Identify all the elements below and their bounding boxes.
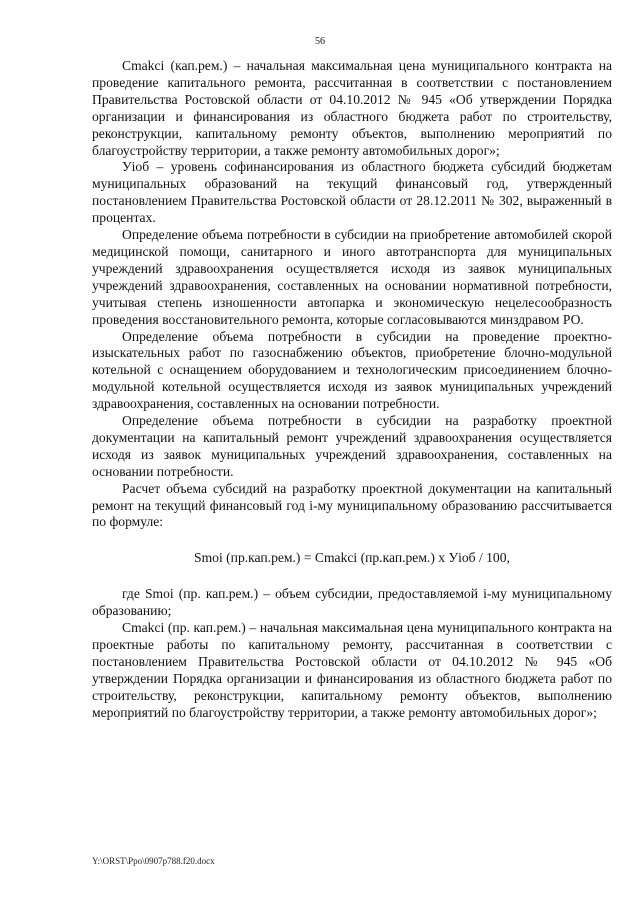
paragraph-ambulance-vehicles: Определение объема потребности в субсидии на приобретение автомобилей скорой медицинской помощи, санитарного и иного автотранспорта для муниципальных учреждений здравоохранения осуществляется исходя из заявок муниципальных учреждений здравоохранения, составленных на основании нормативной потребности, учитывая степень изношенности автопарка и экономическую нецелесообразность проведения восстановительного ремонта, которые согласовываются минздравом РО. [92, 227, 612, 327]
paragraph-smoi-definition: где Smoi (пр. кап.рем.) – объем субсидии, предоставляемой i-му муниципальному образованию; [92, 586, 612, 619]
formula: Smoi (пр.кап.рем.) = Cmakci (пр.кап.рем.) x Уioб / 100, [194, 550, 510, 566]
paragraph-uiob: Уioб – уровень софинансирования из областного бюджета субсидий бюджетам муниципальных образований на текущий финансовый год, утвержденный постановлением Правительства Ростовской области от 28.12.2011 № 302, выраженный в процентах. [92, 159, 612, 226]
page-number: 56 [315, 36, 325, 47]
paragraph-gas-supply-boiler: Определение объема потребности в субсидии на проведение проектно-изыскательных работ по газоснабжению объектов, приобретение блочно-модульной котельной с оснащением оборудованием и технологическим присоединением блочно-модульной котельной осуществляется исходя из заявок муниципальных учреждений здравоохранения, составленных на основании потребности. [92, 328, 612, 412]
paragraph-cmakci-kap-rem: Cmakci (кап.рем.) – начальная максимальная цена муниципального контракта на проведение капитального ремонта, рассчитанная в соответствии с постановлением Правительства Ростовской области от 04.10.2012 № 945 «Об утверждении Порядка организации и финансирования из областного бюджета работ по строительству, реконструкции, капитальному ремонту объектов, выполнению мероприятий по благоустройству территории, а также ремонту автомобильных дорог»; [92, 58, 612, 158]
file-path-footer: Y:\ORST\Ppo\0907p788.f20.docx [92, 856, 215, 866]
paragraph-subsidy-calculation: Расчет объема субсидий на разработку проектной документации на капитальный ремонт на текущий финансовый год i-му муниципальному образованию рассчитывается по формуле: [92, 480, 612, 530]
document-body [92, 58, 612, 722]
paragraph-cmakci-pr-kap-rem: Cmakci (пр. кап.рем.) – начальная максимальная цена муниципального контракта на проектные работы по капитальному ремонту, рассчитанная в соответствии с постановлением Правительства Ростовской области от 04.10.2012 № 945 «Об утверждении Порядка организации и финансирования из областного бюджета работ по строительству, реконструкции, капитальному ремонту объектов, выполнению мероприятий по благоустройству территории, а также ремонту автомобильных дорог»; [92, 620, 612, 720]
paragraph-design-documentation: Определение объема потребности в субсидии на разработку проектной документации на капитальный ремонт учреждений здравоохранения осуществляется исходя из заявок муниципальных учреждений здравоохранения, составленных на основании потребности. [92, 413, 612, 479]
